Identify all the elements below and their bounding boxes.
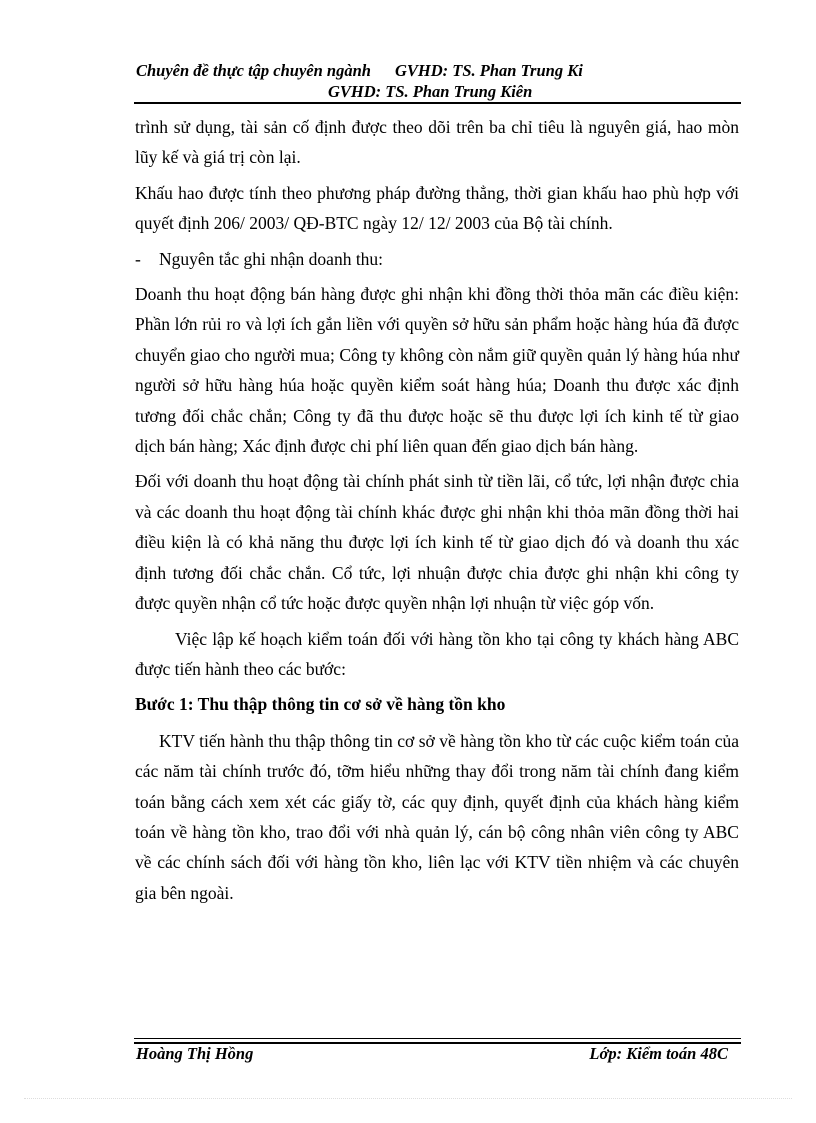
footer-author: Hoàng Thị Hồng: [136, 1044, 254, 1063]
footer-divider-thin: [134, 1038, 741, 1039]
document-body: [135, 112, 739, 913]
header-supervisor-full: GVHD: TS. Phan Trung Kiên: [328, 82, 533, 101]
header-supervisor-short: GVHD: TS. Phan Trung Ki: [394, 61, 583, 80]
header-topic: Chuyên đề thực tập chuyên ngành: [136, 61, 371, 80]
section-heading-step-1: Bước 1: Thu thập thông tin cơ sở về hàng tồn kho: [135, 694, 506, 715]
header-line-2: [136, 81, 741, 102]
list-item: [135, 244, 739, 274]
paragraph-financial-revenue: Đối với doanh thu hoạt động tài chính phát sinh từ tiền lãi, cổ tức, lợi nhận được chia và các doanh thu hoạt động tài chính khác được ghi nhận khi thỏa mãn đồng thời hai điều kiện là có khả năng thu được lợi ích kinh tế từ giao dịch đó và doanh thu xác định tương đối chắc chắn. Cổ tức, lợi nhuận được chia được ghi nhận khi công ty được quyền nhận cổ tức hoặc được quyền nhận lợi nhuận từ việc góp vốn.: [135, 471, 739, 614]
page-footer: [136, 1044, 728, 1064]
list-item-text: Nguyên tắc ghi nhận doanh thu:: [159, 248, 384, 269]
paragraph-asset-tracking: trình sử dụng, tài sản cố định được theo dõi trên ba chỉ tiêu là nguyên giá, hao mòn lũy kế và giá trị còn lại.: [135, 117, 739, 168]
footer-class-info: Lớp: Kiểm toán 48C: [589, 1044, 728, 1063]
page-header: [136, 60, 741, 102]
paragraph-step-1: KTV tiến hành thu thập thông tin cơ sở về hàng tồn kho từ các cuộc kiểm toán của các năm tài chính trước đó, tỡm hiểu những thay đổi trong năm tài chính đang kiểm toán bằng cách xem xét các giấy tờ, các quy định, quyết định của khách hàng kiểm toán về hàng tồn kho, trao đổi với nhà quản lý, cán bộ công nhân viên công ty ABC về các chính sách đối với hàng tồn kho, liên lạc với KTV tiền nhiệm và các chuyên gia bên ngoài.: [135, 730, 739, 903]
paragraph-sales-revenue: Doanh thu hoạt động bán hàng được ghi nhận khi đồng thời thỏa mãn các điều kiện: Phần lớn rủi ro và lợi ích gắn liền với quyền sở hữu sản phẩm hoặc hàng húa đã được chuyển giao cho người mua; Công ty không còn nắm giữ quyền quản lý hàng húa như người sở hữu hàng húa hoặc quyền kiểm soát hàng húa; Doanh thu được xác định tương đối chắc chắn; Công ty đã thu được hoặc sẽ thu được lợi ích kinh tế từ giao dịch bán hàng; Xác định được chi phí liên quan đến giao dịch bán hàng.: [135, 284, 739, 457]
paragraph-audit-plan-intro: Việc lập kế hoạch kiểm toán đối với hàng tồn kho tại công ty khách hàng ABC được tiến hành theo các bước:: [135, 628, 739, 679]
list-dash-marker: -: [135, 248, 141, 269]
header-divider: [134, 102, 741, 104]
header-line-1: [136, 60, 741, 81]
page-bottom-border: [24, 1098, 792, 1099]
paragraph-depreciation: Khấu hao được tính theo phương pháp đường thẳng, thời gian khấu hao phù hợp với quyết định 206/ 2003/ QĐ-BTC ngày 12/ 12/ 2003 của Bộ tài chính.: [135, 182, 739, 234]
